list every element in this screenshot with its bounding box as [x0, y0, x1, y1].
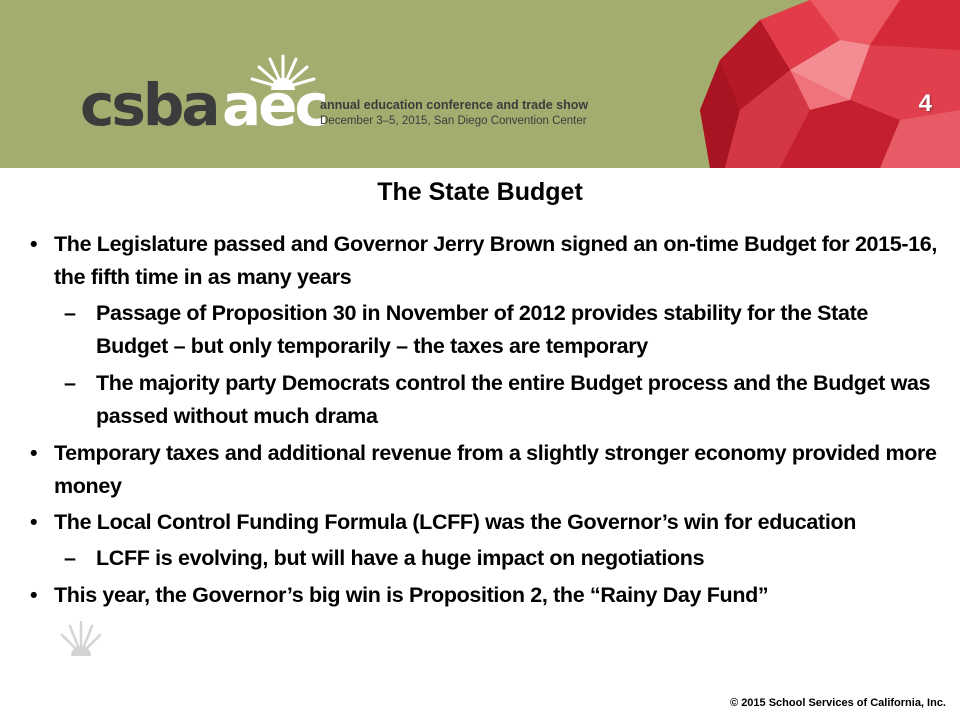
watermark-sun-icon [58, 618, 104, 658]
bullet-list [28, 228, 940, 615]
sub-bullet-text: Passage of Proposition 30 in November of 2012 provides stability for the State Budget – but only temporarily – the taxes are temporary [96, 301, 869, 358]
bullet-text: The Legislature passed and Governor Jerry Brown signed an on-time Budget for 2015-16, the fifth time in as many years [54, 232, 938, 289]
sub-bullet-item [28, 297, 940, 363]
dash-marker: – [64, 301, 76, 325]
logo-csba-text: csba [80, 71, 218, 139]
conference-tagline: annual education conference and trade show [320, 98, 589, 112]
sub-bullet-text: LCFF is evolving, but will have a huge impact on negotiations [96, 546, 705, 570]
bullet-item [28, 228, 940, 294]
slide-title: The State Budget [377, 178, 583, 206]
conference-date-venue: December 3–5, 2015, San Diego Convention Center [320, 115, 587, 127]
bullet-marker: • [30, 583, 38, 607]
bullet-marker: • [30, 441, 38, 465]
bullet-marker: • [30, 232, 38, 256]
bullet-text: This year, the Governor’s big win is Proposition 2, the “Rainy Day Fund” [54, 583, 769, 607]
bullet-item [28, 437, 940, 503]
sub-bullet-text: The majority party Democrats control the entire Budget process and the Budget was passed without much drama [96, 371, 931, 428]
bullet-item [28, 506, 940, 539]
csba-aec-logo [80, 52, 589, 142]
bullet-item [28, 579, 940, 612]
copyright-notice: © 2015 School Services of California, Inc. [730, 697, 946, 709]
logo-aec-text: aec [222, 71, 326, 139]
header-banner [0, 0, 960, 168]
bullet-marker: • [30, 510, 38, 534]
red-gem-graphic [700, 0, 960, 168]
bullet-text: The Local Control Funding Formula (LCFF) was the Governor’s win for education [54, 510, 857, 534]
sub-bullet-item [28, 367, 940, 433]
dash-marker: – [64, 371, 76, 395]
slide-number: 4 [918, 90, 932, 117]
sub-bullet-item [28, 542, 940, 575]
bullet-text: Temporary taxes and additional revenue from a slightly stronger economy provided more money [54, 441, 937, 498]
dash-marker: – [64, 546, 76, 570]
